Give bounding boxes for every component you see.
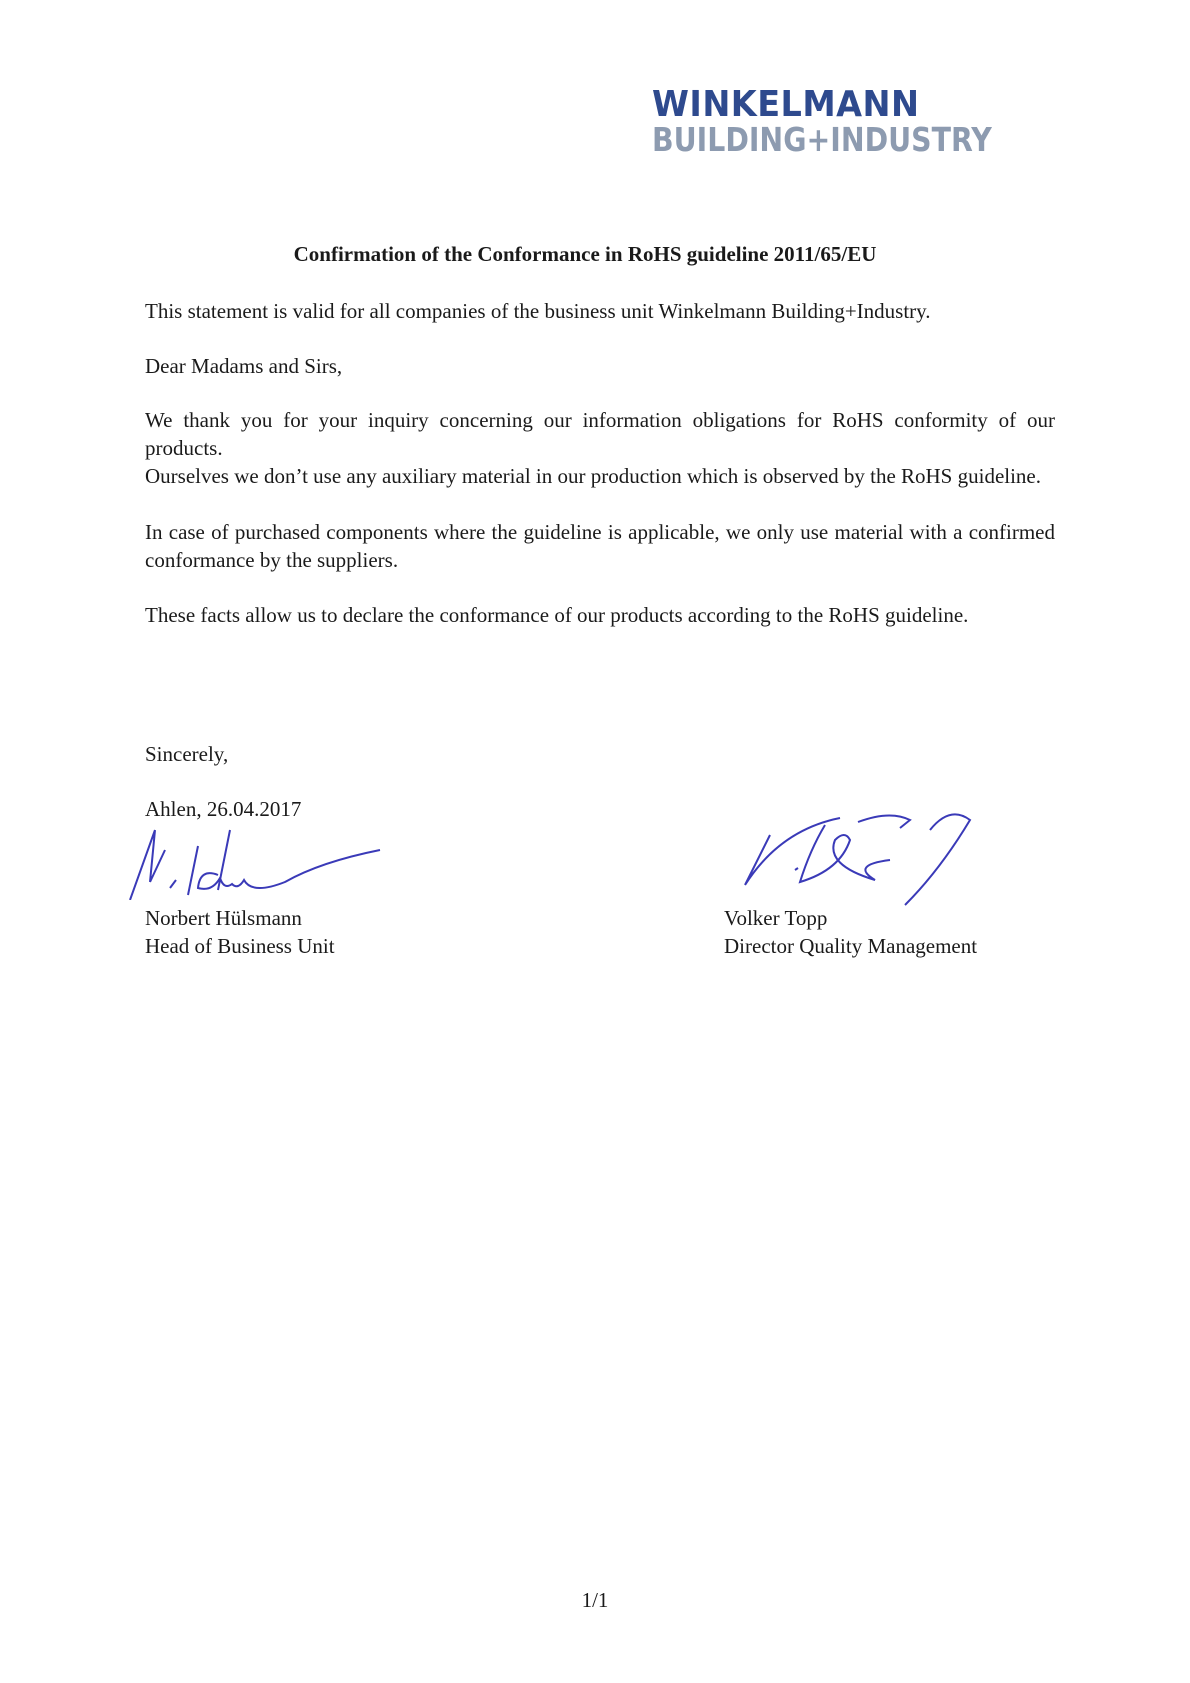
closing: Sincerely, bbox=[145, 742, 229, 766]
paragraph-1b: Ourselves we don’t use any auxiliary material in our production which is observed by the RoHS guideline. bbox=[145, 464, 1042, 488]
page-number: 1/1 bbox=[581, 1588, 609, 1612]
signatory-1-role: Head of Business Unit bbox=[145, 934, 335, 958]
paragraph-2: These facts allow us to declare the conformance of our products according to the RoHS guideline. bbox=[145, 603, 969, 627]
paragraph-1c: In case of purchased components where the guideline is applicable, we only use material with a confirmed conformance by the suppliers. bbox=[145, 520, 1055, 572]
paragraph-1a: We thank you for your inquiry concerning our information obligations for RoHS conformity of our products. bbox=[145, 408, 1055, 460]
logo-line-1: WINKELMANN bbox=[652, 84, 920, 125]
salutation: Dear Madams and Sirs, bbox=[145, 354, 343, 378]
place-date: Ahlen, 26.04.2017 bbox=[145, 797, 302, 821]
signature-topp bbox=[740, 810, 1040, 920]
signature-hulsmann bbox=[120, 800, 390, 900]
logo-line-2: BUILDING+INDUSTRY bbox=[652, 120, 992, 159]
signatory-2-name: Volker Topp bbox=[724, 906, 828, 930]
document-title: Confirmation of the Conformance in RoHS guideline 2011/65/EU bbox=[293, 242, 877, 266]
signatory-1-name: Norbert Hülsmann bbox=[145, 906, 302, 930]
signatory-2-role: Director Quality Management bbox=[724, 934, 978, 958]
statement: This statement is valid for all companies of the business unit Winkelmann Building+Industry. bbox=[145, 299, 931, 323]
